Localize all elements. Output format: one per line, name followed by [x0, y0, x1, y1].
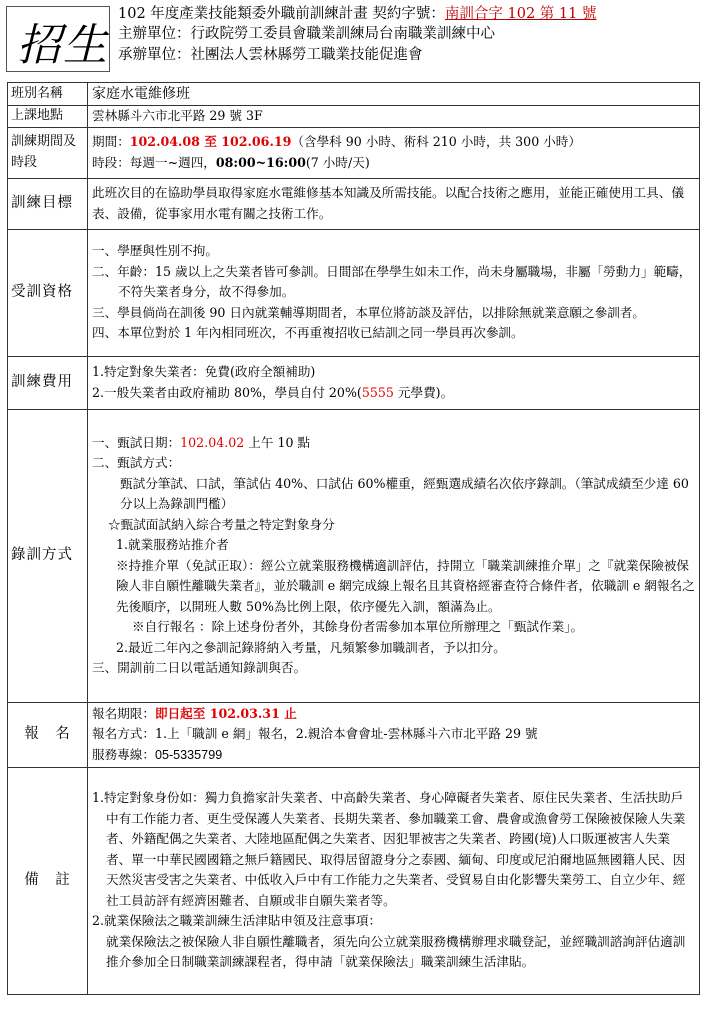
- period-time-line: [92, 153, 695, 174]
- label-notes: 備 註: [8, 767, 88, 994]
- time-value: 08:00~16:00: [215, 154, 306, 170]
- header-contract-number: 南訓合字 102 第 11 號: [444, 6, 597, 22]
- header-organizer: 主辦單位：行政院勞工委員會職業訓練局台南職業訓練中心: [118, 26, 495, 42]
- period-dates: 102.04.08 至 102.06.19: [129, 134, 292, 149]
- row-selection: [8, 409, 700, 702]
- notes-item1: 1.特定對象身份如：獨力負擔家計失業者、中高齡失業者、身心障礙者失業者、原住民失業者、生活扶助戶中有工作能力者、更生受保護人失業者、長期失業者、參加職業工會、農會或漁會勞工保險被保險人失業者、外籍配偶之失業者、大陸地區配偶之失業者、因犯罪被害之失業者、跨國(境)人口販運被害人失業者、單一中華民國國籍之無戶籍國民、取得居留證身分之泰國、緬甸、印度或尼泊爾地區無國籍人民、因天然災害受害之失業者、中低收入戶中有工作能力之失業者、受貿易自由化影響失業勞工、自立少年、經社工員訪評有經濟困難者、自願或非自願失業者等。: [92, 790, 686, 908]
- label-qualification: 受訓資格: [8, 229, 88, 356]
- selection-method-title: 二、甄試方式：: [92, 455, 181, 470]
- fee-amount: 5555: [361, 384, 394, 400]
- period-prefix: 期間：: [92, 134, 130, 149]
- qualification-item: 四、本單位對於 1 年內相同班次，不再重複招收已結訓之同一學員再次參訓。: [92, 325, 524, 341]
- label-signup: 報 名: [8, 702, 88, 767]
- selection-date-line: [92, 433, 695, 454]
- notes-item2-title: 2.就業保險法之職業訓練生活津貼申領及注意事項：: [92, 913, 382, 929]
- fee-general-suffix: 元學費)。: [393, 384, 454, 400]
- row-qualification: [8, 229, 700, 356]
- qualification-item: 一、學歷與性別不拘。: [92, 243, 218, 259]
- selection-sub1-detail: ※持推介單（免試正取）：經公立就業服務機構適訓評估，持開立「職業訓練推介單」之『就業保險被保險人非自願性離職失業者』，並於職訓 e 網完成線上報名且其資格經審查符合條件者，依職訓 e 網報名之先後順序，以開班人數 50%為比例上限，依序優先入訓，額滿為止。: [116, 557, 695, 614]
- signup-hotline: 服務專線：05-5335799: [92, 747, 223, 762]
- row-notes: [8, 767, 700, 994]
- selection-item3: 三、開訓前二日以電話通知錄訓與否。: [92, 660, 307, 675]
- recruit-stamp-box: [6, 6, 110, 72]
- signup-period-prefix: 報名期限：: [92, 705, 155, 721]
- label-period: 訓練期間及時段: [8, 127, 88, 178]
- header-plan-line: [118, 4, 596, 24]
- value-location: 雲林縣斗六市北平路 29 號 3F: [88, 106, 700, 128]
- fee-general-prefix: 2.一般失業者由政府補助 80%，學員自付 20%(: [92, 384, 362, 400]
- qualification-item: 二、年齡：15 歲以上之失業者皆可參訓。日間部在學學生如未工作，尚未身屬職場，非屬「勞動力」範疇，不符失業者身分，故不得參加。: [92, 263, 692, 300]
- selection-sub1: 1.就業服務站推介者: [116, 537, 229, 552]
- selection-date: 102.04.02: [180, 434, 245, 450]
- row-period: [8, 127, 700, 178]
- signup-period-line: [92, 704, 695, 725]
- label-fee: 訓練費用: [8, 356, 88, 409]
- selection-sub1-self: ※自行報名 ：除上述身份者外，其餘身份者需參加本單位所辦理之「甄試作業」。: [132, 619, 584, 634]
- selection-date-prefix: 一、甄試日期：: [92, 434, 181, 450]
- time-suffix: (7 小時/天): [305, 154, 370, 170]
- label-goal: 訓練目標: [8, 178, 88, 229]
- fee-line-special: 1.特定對象失業者：免費(政府全額補助): [92, 364, 316, 379]
- notes-item2-text: 就業保險法之被保險人非自願性離職者，須先向公立就業服務機構辦理求職登記，並經職訓諮詢評估適訓推介參加全日制職業訓練課程者，得申請「就業保險法」職業訓練生活津貼。: [106, 933, 686, 970]
- row-signup: [8, 702, 700, 767]
- row-location: [8, 106, 700, 128]
- qualification-item: 三、學員倘尚在訓後 90 日內就業輔導期間者，本單位將訪談及評估，以排除無就業意願之參訓者。: [92, 304, 645, 320]
- label-class-name: 班別名稱: [8, 83, 88, 106]
- value-qualification: [88, 229, 700, 356]
- recruit-stamp-text: 招生: [17, 20, 109, 71]
- header-plan-prefix: 102 年度產業技能類委外職前訓練計畫 契約字號：: [118, 6, 445, 22]
- fee-line-general: [92, 383, 695, 404]
- value-class-name: 家庭水電維修班: [88, 83, 700, 106]
- value-signup: [88, 702, 700, 767]
- value-selection: [88, 409, 700, 702]
- selection-sub2: 2.最近二年內之參訓記錄將納入考量，凡頻繁參加職訓者，予以扣分。: [116, 639, 506, 655]
- row-goal: [8, 178, 700, 229]
- selection-date-suffix: 上午 10 點: [244, 434, 311, 450]
- row-class-name: [8, 83, 700, 106]
- time-prefix: 時段：每週一~週四，: [92, 154, 216, 170]
- signup-method: 報名方式：1.上「職訓 e 網」報名，2.親洽本會會址-雲林縣斗六市北平路 29 號: [92, 726, 538, 742]
- value-goal: 此班次目的在協助學員取得家庭水電維修基本知識及所需技能。以配合技術之應用，並能正確使用工具、儀表、設備，從事家用水電有關之技術工作。: [88, 178, 700, 229]
- label-selection: 錄訓方式: [8, 409, 88, 702]
- course-info-table: [7, 82, 700, 995]
- value-fee: [88, 356, 700, 409]
- row-fee: [8, 356, 700, 409]
- period-dates-line: [92, 132, 695, 153]
- label-location: 上課地點: [8, 106, 88, 128]
- selection-method-text: 甄試分筆試、口試，筆試佔 40%、口試佔 60%權重，經甄選成績名次依序錄訓。（筆試成績至少達 60 分以上為錄訓門檻）: [120, 475, 689, 511]
- period-hours: （含學科 90 小時、術科 210 小時，共 300 小時）: [291, 134, 581, 149]
- value-period: [88, 127, 700, 178]
- signup-period: 即日起至 102.03.31 止: [154, 705, 297, 721]
- selection-star-note: ☆甄試面試納入綜合考量之特定對象身分: [108, 516, 335, 532]
- value-notes: [88, 767, 700, 994]
- header-executor: 承辦單位：社團法人雲林縣勞工職業技能促進會: [118, 47, 423, 63]
